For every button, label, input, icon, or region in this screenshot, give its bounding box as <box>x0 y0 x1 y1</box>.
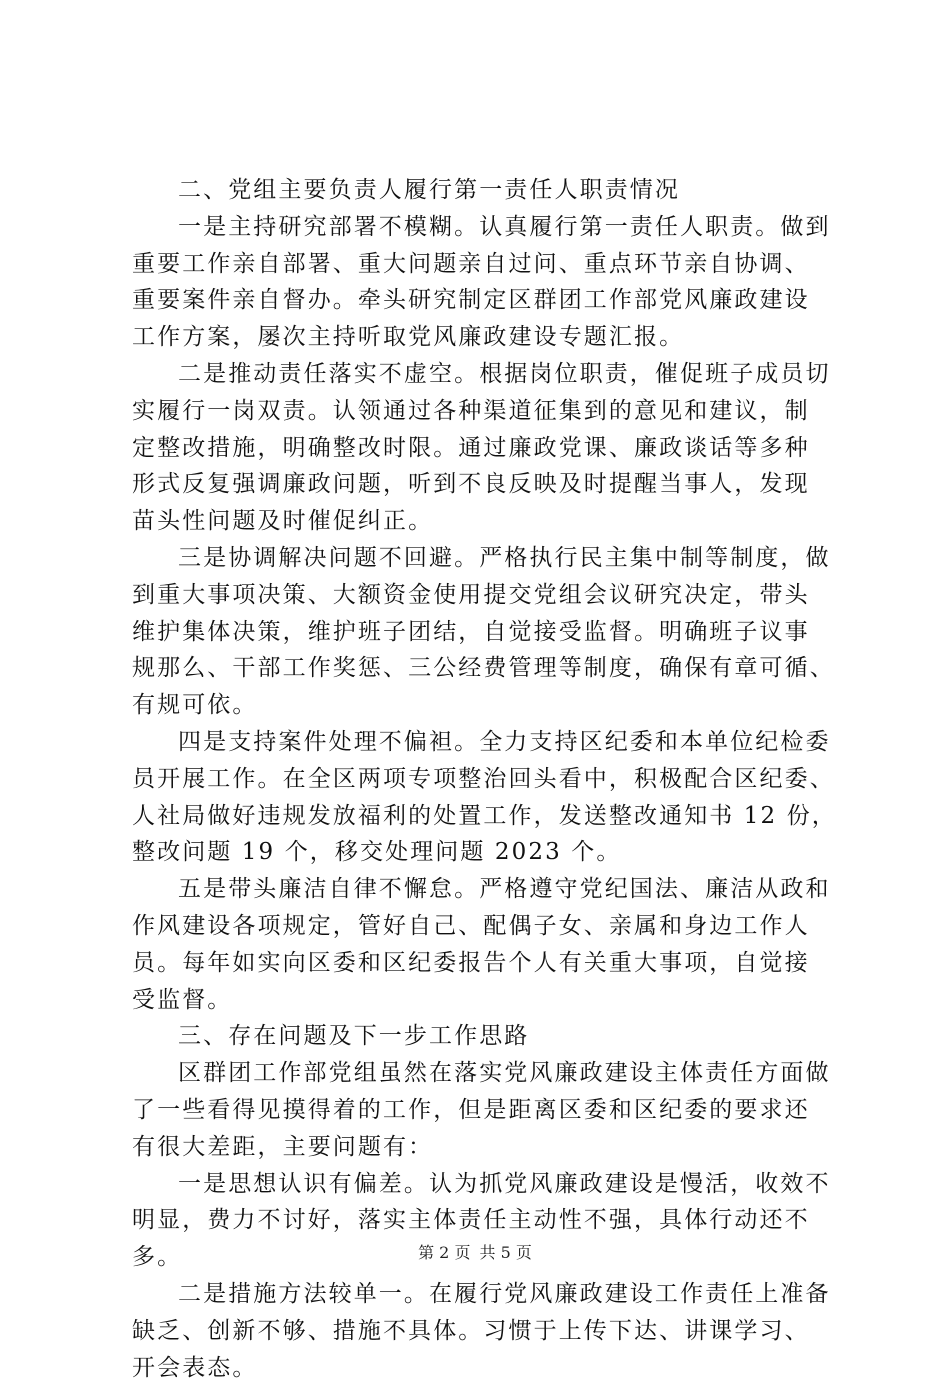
text-line: 苗头性问题及时催促纠正。 <box>132 503 832 540</box>
text-line: 一是思想认识有偏差。认为抓党风廉政建设是慢活，收效不 <box>132 1166 832 1203</box>
text-line: 重要案件亲自督办。牵头研究制定区群团工作部党风廉政建设 <box>132 282 832 319</box>
text-line: 有规可依。 <box>132 687 832 724</box>
text-line: 五是带头廉洁自律不懈怠。严格遵守党纪国法、廉洁从政和 <box>132 871 832 908</box>
document-body <box>132 172 832 1386</box>
text-line: 开会表态。 <box>132 1350 832 1386</box>
text-line: 到重大事项决策、大额资金使用提交党组会议研究决定，带头 <box>132 577 832 614</box>
text-line: 多。 <box>132 1239 832 1276</box>
text-line: 整改问题 19 个，移交处理问题 2023 个。 <box>132 834 832 871</box>
text-line: 有很大差距，主要问题有： <box>132 1129 832 1166</box>
text-line: 规那么、干部工作奖惩、三公经费管理等制度，确保有章可循、 <box>132 650 832 687</box>
page-footer <box>0 1243 950 1263</box>
text-line: 缺乏、创新不够、措施不具体。习惯于上传下达、讲课学习、 <box>132 1313 832 1350</box>
page-total: 共 5 页 <box>480 1243 532 1262</box>
text-line: 了一些看得见摸得着的工作，但是距离区委和区纪委的要求还 <box>132 1092 832 1129</box>
text-line: 四是支持案件处理不偏袒。全力支持区纪委和本单位纪检委 <box>132 724 832 761</box>
text-line: 二是措施方法较单一。在履行党风廉政建设工作责任上准备 <box>132 1276 832 1313</box>
text-line: 三是协调解决问题不回避。严格执行民主集中制等制度，做 <box>132 540 832 577</box>
text-line: 一是主持研究部署不模糊。认真履行第一责任人职责。做到 <box>132 209 832 246</box>
text-line: 区群团工作部党组虽然在落实党风廉政建设主体责任方面做 <box>132 1055 832 1092</box>
text-line: 工作方案，屡次主持听取党风廉政建设专题汇报。 <box>132 319 832 356</box>
text-line: 明显，费力不讨好，落实主体责任主动性不强，具体行动还不 <box>132 1202 832 1239</box>
text-line: 员开展工作。在全区两项专项整治回头看中，积极配合区纪委、 <box>132 761 832 798</box>
text-line: 重要工作亲自部署、重大问题亲自过问、重点环节亲自协调、 <box>132 246 832 283</box>
text-line: 维护集体决策，维护班子团结，自觉接受监督。明确班子议事 <box>132 614 832 651</box>
text-line: 员。每年如实向区委和区纪委报告个人有关重大事项，自觉接 <box>132 945 832 982</box>
text-line: 三、存在问题及下一步工作思路 <box>132 1018 832 1055</box>
page-number: 第 2 页 <box>418 1243 470 1262</box>
text-line: 作风建设各项规定，管好自己、配偶子女、亲属和身边工作人 <box>132 908 832 945</box>
text-line: 实履行一岗双责。认领通过各种渠道征集到的意见和建议，制 <box>132 393 832 430</box>
text-line: 受监督。 <box>132 982 832 1019</box>
text-line: 形式反复强调廉政问题，听到不良反映及时提醒当事人，发现 <box>132 466 832 503</box>
text-line: 二是推动责任落实不虚空。根据岗位职责，催促班子成员切 <box>132 356 832 393</box>
text-line: 定整改措施，明确整改时限。通过廉政党课、廉政谈话等多种 <box>132 430 832 467</box>
text-line: 人社局做好违规发放福利的处置工作，发送整改通知书 12 份， <box>132 798 832 835</box>
text-line: 二、党组主要负责人履行第一责任人职责情况 <box>132 172 832 209</box>
